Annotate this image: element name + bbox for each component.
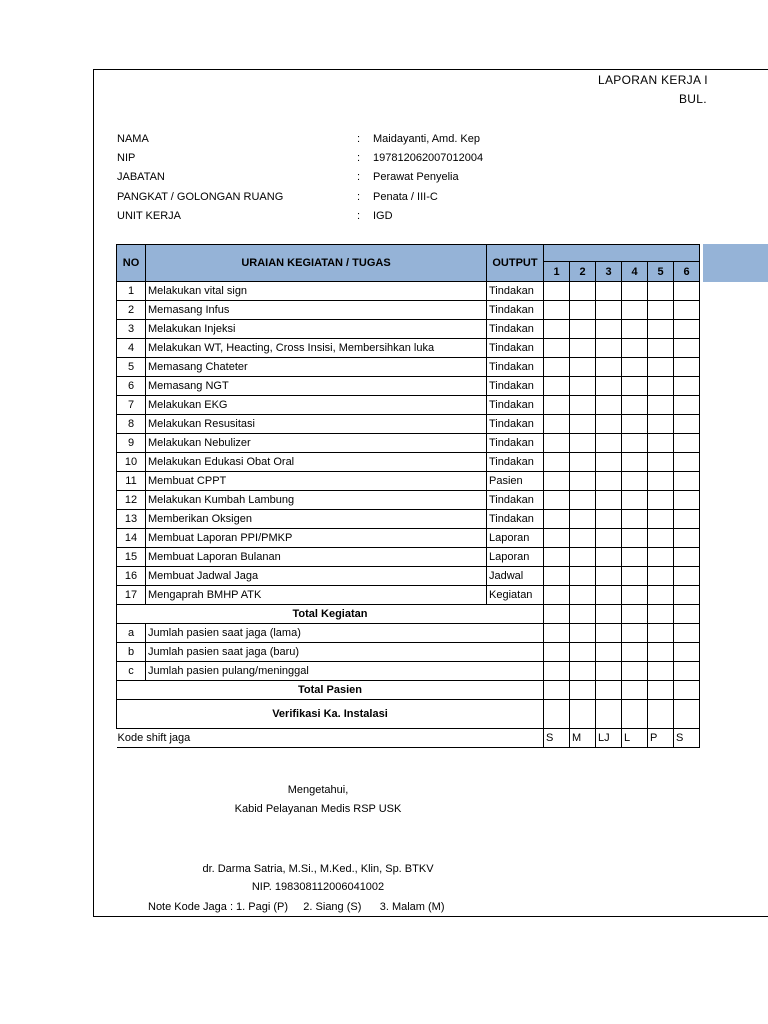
row-uraian: Memasang Infus	[146, 301, 487, 320]
day-cell	[622, 681, 648, 700]
table-row	[117, 339, 700, 358]
day-cell	[570, 453, 596, 472]
day-cell	[648, 320, 674, 339]
row-no: 7	[117, 396, 146, 415]
day-cell	[622, 605, 648, 624]
day-cell	[674, 643, 700, 662]
day-cell	[596, 529, 622, 548]
row-uraian: Melakukan Resusitasi	[146, 415, 487, 434]
verifikasi-row	[117, 700, 700, 729]
report-subtitle: BUL.	[679, 92, 707, 106]
day-cell	[544, 358, 570, 377]
day-cell	[570, 624, 596, 643]
day-cell	[622, 472, 648, 491]
table-row	[117, 301, 700, 320]
day-cell	[674, 624, 700, 643]
day-cell	[570, 377, 596, 396]
row-uraian: Memasang Chateter	[146, 358, 487, 377]
day-cell	[622, 624, 648, 643]
day-cell	[648, 643, 674, 662]
header-days-group	[544, 245, 700, 262]
table-row	[117, 434, 700, 453]
info-separator: :	[357, 210, 361, 222]
day-cell	[544, 548, 570, 567]
row-no: 12	[117, 491, 146, 510]
row-no: 17	[117, 586, 146, 605]
info-separator: :	[357, 152, 361, 164]
day-cell	[674, 605, 700, 624]
day-cell	[622, 301, 648, 320]
report-title: LAPORAN KERJA I	[598, 73, 708, 87]
shift-code: S	[674, 729, 700, 748]
signer-name: dr. Darma Satria, M.Si., M.Ked., Klin, Sp. BTKV	[202, 863, 434, 875]
day-cell	[622, 700, 648, 729]
day-cell	[674, 339, 700, 358]
day-cell	[622, 662, 648, 681]
day-cell	[622, 434, 648, 453]
day-cell	[648, 472, 674, 491]
table-row	[117, 548, 700, 567]
info-label-nip: NIP	[117, 152, 136, 164]
day-cell	[622, 643, 648, 662]
day-cell	[648, 415, 674, 434]
day-cell	[596, 510, 622, 529]
row-no: 8	[117, 415, 146, 434]
table-row	[117, 472, 700, 491]
day-cell	[622, 358, 648, 377]
day-cell	[596, 681, 622, 700]
row-uraian: Membuat CPPT	[146, 472, 487, 491]
day-cell	[648, 510, 674, 529]
day-cell	[648, 282, 674, 301]
header-uraian: URAIAN KEGIATAN / TUGAS	[146, 245, 487, 282]
row-no: 3	[117, 320, 146, 339]
day-cell	[570, 643, 596, 662]
day-cell	[544, 567, 570, 586]
day-cell	[622, 377, 648, 396]
row-no: 6	[117, 377, 146, 396]
day-cell	[544, 282, 570, 301]
row-uraian: Memasang NGT	[146, 377, 487, 396]
day-cell	[544, 453, 570, 472]
day-cell	[674, 377, 700, 396]
signer-position: Kabid Pelayanan Medis RSP USK	[234, 803, 402, 815]
row-no: 2	[117, 301, 146, 320]
day-cell	[544, 434, 570, 453]
day-cell	[674, 415, 700, 434]
row-output: Tindakan	[487, 339, 544, 358]
day-cell	[596, 586, 622, 605]
table-row	[117, 358, 700, 377]
row-output: Tindakan	[487, 282, 544, 301]
shift-code-note: Note Kode Jaga : 1. Pagi (P) 2. Siang (S) 3. Malam (M)	[148, 901, 445, 913]
row-uraian: Melakukan Kumbah Lambung	[146, 491, 487, 510]
day-cell	[674, 358, 700, 377]
day-cell	[674, 529, 700, 548]
row-uraian: Melakukan EKG	[146, 396, 487, 415]
day-cell	[648, 396, 674, 415]
table-row	[117, 491, 700, 510]
day-cell	[544, 491, 570, 510]
patient-row-no: a	[117, 624, 146, 643]
day-cell	[674, 491, 700, 510]
day-cell	[648, 700, 674, 729]
day-cell	[570, 301, 596, 320]
patient-row	[117, 643, 700, 662]
shift-code-label: Kode shift jaga	[117, 729, 544, 748]
total-kegiatan-row	[117, 605, 700, 624]
activity-table	[116, 244, 700, 748]
day-cell	[674, 662, 700, 681]
header-day: 3	[596, 262, 622, 282]
day-cell	[648, 529, 674, 548]
patient-row-no: b	[117, 643, 146, 662]
info-label-unit: UNIT KERJA	[117, 210, 181, 222]
day-cell	[596, 472, 622, 491]
table-row	[117, 415, 700, 434]
mengetahui-text: Mengetahui,	[287, 784, 349, 796]
day-cell	[674, 681, 700, 700]
day-cell	[544, 700, 570, 729]
day-cell	[544, 681, 570, 700]
day-cell	[544, 415, 570, 434]
header-day: 4	[622, 262, 648, 282]
header-day: 5	[648, 262, 674, 282]
verifikasi-label: Verifikasi Ka. Instalasi	[117, 700, 544, 729]
day-cell	[570, 605, 596, 624]
row-output: Jadwal	[487, 567, 544, 586]
day-cell	[622, 529, 648, 548]
day-cell	[544, 624, 570, 643]
total-pasien-label: Total Pasien	[117, 681, 544, 700]
day-cell	[596, 700, 622, 729]
day-cell	[674, 567, 700, 586]
shift-code: L	[622, 729, 648, 748]
row-output: Tindakan	[487, 434, 544, 453]
row-no: 16	[117, 567, 146, 586]
row-output: Tindakan	[487, 358, 544, 377]
day-cell	[544, 339, 570, 358]
day-cell	[622, 586, 648, 605]
day-cell	[622, 396, 648, 415]
info-separator: :	[357, 171, 361, 183]
row-output: Tindakan	[487, 510, 544, 529]
day-cell	[544, 377, 570, 396]
row-uraian: Membuat Laporan PPI/PMKP	[146, 529, 487, 548]
day-cell	[596, 643, 622, 662]
row-uraian: Melakukan vital sign	[146, 282, 487, 301]
day-cell	[596, 415, 622, 434]
shift-code: P	[648, 729, 674, 748]
info-separator: :	[357, 191, 361, 203]
day-cell	[622, 282, 648, 301]
info-separator: :	[357, 133, 361, 145]
shift-code-row	[117, 729, 700, 748]
day-cell	[570, 586, 596, 605]
day-cell	[570, 700, 596, 729]
row-uraian: Membuat Jadwal Jaga	[146, 567, 487, 586]
row-uraian: Membuat Laporan Bulanan	[146, 548, 487, 567]
table-row	[117, 510, 700, 529]
day-cell	[648, 453, 674, 472]
row-uraian: Mengaprah BMHP ATK	[146, 586, 487, 605]
day-cell	[674, 548, 700, 567]
day-cell	[596, 567, 622, 586]
day-cell	[674, 510, 700, 529]
table-row	[117, 320, 700, 339]
day-cell	[622, 415, 648, 434]
day-cell	[570, 434, 596, 453]
day-cell	[596, 339, 622, 358]
header-fill-extension	[703, 244, 768, 282]
row-output: Pasien	[487, 472, 544, 491]
day-cell	[570, 282, 596, 301]
table-row	[117, 586, 700, 605]
row-output: Tindakan	[487, 396, 544, 415]
info-value-nama: Maidayanti, Amd. Kep	[373, 133, 481, 145]
day-cell	[622, 453, 648, 472]
day-cell	[570, 396, 596, 415]
day-cell	[544, 472, 570, 491]
day-cell	[570, 548, 596, 567]
day-cell	[648, 491, 674, 510]
day-cell	[544, 605, 570, 624]
day-cell	[596, 320, 622, 339]
day-cell	[648, 605, 674, 624]
row-no: 4	[117, 339, 146, 358]
shift-code: S	[544, 729, 570, 748]
day-cell	[544, 662, 570, 681]
day-cell	[570, 491, 596, 510]
row-output: Tindakan	[487, 301, 544, 320]
day-cell	[648, 586, 674, 605]
day-cell	[544, 510, 570, 529]
row-output: Tindakan	[487, 415, 544, 434]
day-cell	[596, 548, 622, 567]
row-uraian: Memberikan Oksigen	[146, 510, 487, 529]
day-cell	[622, 339, 648, 358]
day-cell	[544, 643, 570, 662]
row-uraian: Melakukan Edukasi Obat Oral	[146, 453, 487, 472]
header-day: 6	[674, 262, 700, 282]
day-cell	[596, 301, 622, 320]
day-cell	[596, 453, 622, 472]
patient-row-uraian: Jumlah pasien pulang/meninggal	[146, 662, 544, 681]
info-label-jabatan: JABATAN	[117, 171, 165, 183]
day-cell	[570, 358, 596, 377]
day-cell	[622, 320, 648, 339]
day-cell	[648, 358, 674, 377]
day-cell	[674, 472, 700, 491]
table-header-row	[117, 245, 700, 262]
day-cell	[570, 339, 596, 358]
patient-row-uraian: Jumlah pasien saat jaga (baru)	[146, 643, 544, 662]
row-uraian: Melakukan WT, Heacting, Cross Insisi, Membersihkan luka	[146, 339, 487, 358]
day-cell	[544, 586, 570, 605]
info-value-nip: 197812062007012004	[373, 152, 484, 164]
day-cell	[648, 301, 674, 320]
day-cell	[596, 358, 622, 377]
table-row	[117, 377, 700, 396]
day-cell	[596, 282, 622, 301]
day-cell	[674, 282, 700, 301]
day-cell	[648, 339, 674, 358]
day-cell	[648, 681, 674, 700]
patient-row-no: c	[117, 662, 146, 681]
day-cell	[570, 510, 596, 529]
row-no: 1	[117, 282, 146, 301]
row-no: 5	[117, 358, 146, 377]
day-cell	[674, 396, 700, 415]
table-row	[117, 567, 700, 586]
day-cell	[544, 529, 570, 548]
day-cell	[674, 301, 700, 320]
day-cell	[648, 662, 674, 681]
day-cell	[570, 529, 596, 548]
row-uraian: Melakukan Nebulizer	[146, 434, 487, 453]
day-cell	[570, 662, 596, 681]
day-cell	[622, 510, 648, 529]
info-label-pangkat: PANGKAT / GOLONGAN RUANG	[117, 191, 284, 203]
info-value-pangkat: Penata / III-C	[373, 191, 438, 203]
row-output: Laporan	[487, 548, 544, 567]
patient-row	[117, 662, 700, 681]
header-day: 1	[544, 262, 570, 282]
header-output: OUTPUT	[487, 245, 544, 282]
row-output: Kegiatan	[487, 586, 544, 605]
day-cell	[674, 700, 700, 729]
day-cell	[596, 377, 622, 396]
day-cell	[570, 567, 596, 586]
day-cell	[544, 320, 570, 339]
table-row	[117, 282, 700, 301]
row-no: 9	[117, 434, 146, 453]
day-cell	[596, 662, 622, 681]
row-no: 13	[117, 510, 146, 529]
header-day: 2	[570, 262, 596, 282]
day-cell	[648, 624, 674, 643]
row-output: Tindakan	[487, 377, 544, 396]
day-cell	[622, 548, 648, 567]
day-cell	[596, 605, 622, 624]
table-row	[117, 396, 700, 415]
row-uraian: Melakukan Injeksi	[146, 320, 487, 339]
day-cell	[674, 320, 700, 339]
day-cell	[544, 396, 570, 415]
row-no: 14	[117, 529, 146, 548]
shift-code: LJ	[596, 729, 622, 748]
row-no: 15	[117, 548, 146, 567]
row-output: Laporan	[487, 529, 544, 548]
day-cell	[622, 491, 648, 510]
day-cell	[544, 301, 570, 320]
day-cell	[596, 491, 622, 510]
info-value-jabatan: Perawat Penyelia	[373, 171, 459, 183]
row-no: 10	[117, 453, 146, 472]
table-row	[117, 453, 700, 472]
shift-code: M	[570, 729, 596, 748]
day-cell	[674, 434, 700, 453]
signer-nip: NIP. 198308112006041002	[251, 881, 385, 893]
day-cell	[674, 586, 700, 605]
row-output: Tindakan	[487, 320, 544, 339]
day-cell	[622, 567, 648, 586]
total-kegiatan-label: Total Kegiatan	[117, 605, 544, 624]
info-label-nama: NAMA	[117, 133, 149, 145]
day-cell	[570, 415, 596, 434]
day-cell	[648, 434, 674, 453]
day-cell	[596, 396, 622, 415]
info-value-unit: IGD	[373, 210, 393, 222]
day-cell	[570, 320, 596, 339]
day-cell	[596, 624, 622, 643]
row-output: Tindakan	[487, 491, 544, 510]
day-cell	[570, 681, 596, 700]
row-output: Tindakan	[487, 453, 544, 472]
day-cell	[648, 548, 674, 567]
day-cell	[596, 434, 622, 453]
total-pasien-row	[117, 681, 700, 700]
day-cell	[674, 453, 700, 472]
header-no: NO	[117, 245, 146, 282]
table-row	[117, 529, 700, 548]
patient-row	[117, 624, 700, 643]
day-cell	[648, 377, 674, 396]
row-no: 11	[117, 472, 146, 491]
day-cell	[570, 472, 596, 491]
day-cell	[648, 567, 674, 586]
patient-row-uraian: Jumlah pasien saat jaga (lama)	[146, 624, 544, 643]
